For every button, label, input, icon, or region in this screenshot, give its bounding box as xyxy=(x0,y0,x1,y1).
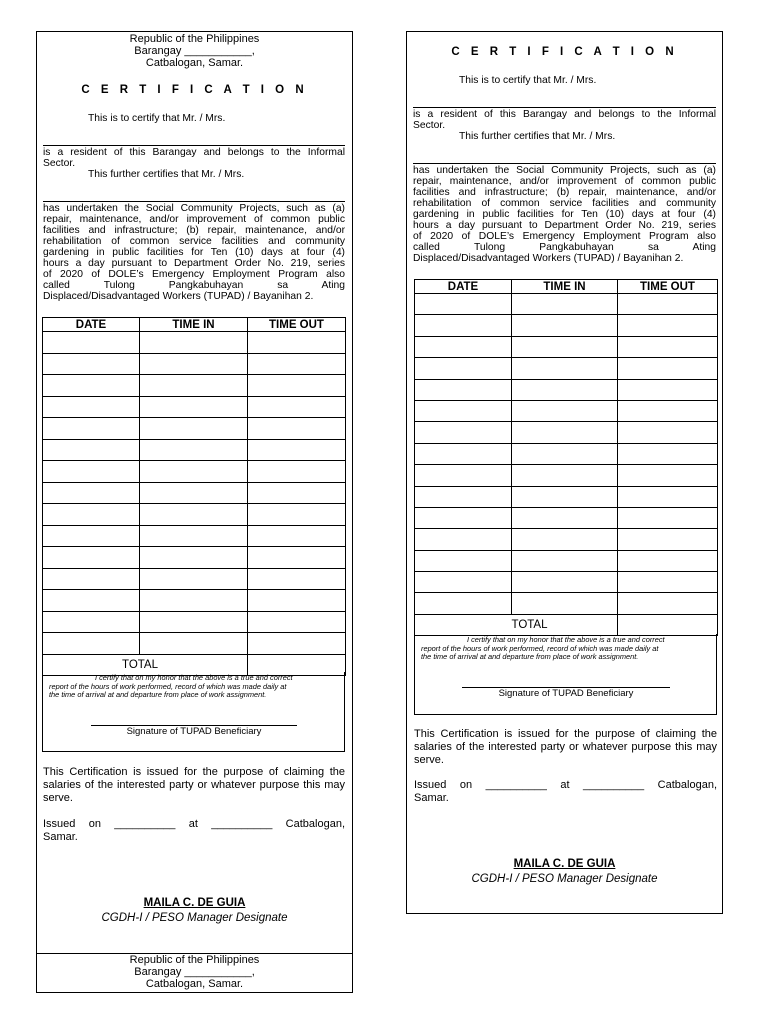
date-cell[interactable] xyxy=(43,633,140,655)
header-block-repeat xyxy=(37,954,352,990)
table-row xyxy=(415,443,718,464)
date-cell[interactable] xyxy=(43,418,140,440)
projects-line: hours a day pursuant to Department Order No. 219, series xyxy=(413,220,716,231)
honor-statement xyxy=(421,636,713,662)
time-in-cell[interactable] xyxy=(512,400,618,421)
time-out-cell[interactable] xyxy=(618,315,718,336)
projects-paragraph xyxy=(413,165,716,264)
date-cell[interactable] xyxy=(415,550,512,571)
honor-line: I certify that on my honor that the above is a true and correct xyxy=(95,673,293,682)
total-label: TOTAL xyxy=(512,614,618,635)
honor-box xyxy=(414,634,717,715)
purpose-paragraph: This Certification is issued for the purpose of claiming the salaries of the interested party or whatever purpose this may serve. xyxy=(43,766,345,804)
projects-line: of 2020 of DOLE’s Emergency Employment Program also xyxy=(43,269,345,280)
time-out-cell[interactable] xyxy=(248,396,346,418)
table-row xyxy=(43,396,346,418)
projects-line: gardening in public facilities for Ten (10) days at four (4) xyxy=(43,247,345,258)
time-in-cell[interactable] xyxy=(140,375,248,397)
time-in-cell[interactable] xyxy=(140,418,248,440)
time-in-cell[interactable] xyxy=(512,507,618,528)
table-row xyxy=(43,525,346,547)
time-out-cell[interactable] xyxy=(618,507,718,528)
time-in-cell[interactable] xyxy=(140,590,248,612)
time-out-cell[interactable] xyxy=(618,486,718,507)
resident-line: is a resident of this Barangay and belongs to the Informal xyxy=(43,147,345,158)
time-out-cell[interactable] xyxy=(618,465,718,486)
issued-line: Issued on __________ at __________ Catbalogan, xyxy=(414,779,717,791)
total-cell[interactable] xyxy=(618,614,718,635)
time-in-cell[interactable] xyxy=(140,504,248,526)
header-city: Catbalogan, Samar. xyxy=(145,57,244,69)
table-row xyxy=(415,572,718,593)
time-in-cell[interactable] xyxy=(512,315,618,336)
time-out-cell[interactable] xyxy=(248,525,346,547)
time-in-cell[interactable] xyxy=(512,572,618,593)
date-cell[interactable] xyxy=(43,353,140,375)
header-republic: Republic of the Philippines xyxy=(129,33,260,45)
table-row xyxy=(43,504,346,526)
table-row xyxy=(43,590,346,612)
time-in-cell[interactable] xyxy=(140,482,248,504)
table-row xyxy=(415,550,718,571)
official-position: CGDH-I / PESO Manager Designate xyxy=(471,873,658,885)
honor-line: the time of arrival at and departure from place of work assignment. xyxy=(49,690,267,700)
time-out-cell[interactable] xyxy=(618,422,718,443)
table-row xyxy=(43,547,346,569)
time-out-cell[interactable] xyxy=(248,547,346,569)
further-certifies-line: This further certifies that Mr. / Mrs. xyxy=(88,169,245,180)
header-barangay: Barangay ___________, xyxy=(134,966,255,978)
time-out-cell[interactable] xyxy=(248,590,346,612)
time-in-cell[interactable] xyxy=(512,294,618,315)
time-out-cell[interactable] xyxy=(248,482,346,504)
official-name: MAILA C. DE GUIA xyxy=(513,858,616,870)
certify-line: This is to certify that Mr. / Mrs. xyxy=(459,75,597,86)
date-cell[interactable] xyxy=(415,465,512,486)
table-row xyxy=(43,568,346,590)
time-in-cell[interactable] xyxy=(512,593,618,614)
certification-title: C E R T I F I C A T I O N xyxy=(451,46,678,58)
time-in-cell[interactable] xyxy=(512,336,618,357)
time-out-cell[interactable] xyxy=(618,400,718,421)
honor-box xyxy=(42,672,345,752)
total-label: TOTAL xyxy=(43,654,248,675)
projects-line: facilities and infrastructure; (b) repair, maintenance, and/or xyxy=(43,225,345,236)
table-row xyxy=(43,418,346,440)
date-cell[interactable] xyxy=(43,525,140,547)
further-certifies-line: This further certifies that Mr. / Mrs. xyxy=(459,131,616,142)
projects-line-last: Displaced/Disadvantaged Workers (TUPAD) / Bayanihan 2. xyxy=(43,291,314,302)
time-out-cell[interactable] xyxy=(618,529,718,550)
date-cell[interactable] xyxy=(43,375,140,397)
time-in-cell[interactable] xyxy=(140,568,248,590)
projects-paragraph xyxy=(43,203,345,302)
time-out-cell[interactable] xyxy=(618,572,718,593)
time-out-cell[interactable] xyxy=(248,568,346,590)
table-row xyxy=(43,482,346,504)
projects-line: has undertaken the Social Community Projects, such as (a) xyxy=(413,165,716,176)
date-cell[interactable] xyxy=(415,358,512,379)
time-in-cell[interactable] xyxy=(140,396,248,418)
date-cell[interactable] xyxy=(415,294,512,315)
header-republic: Republic of the Philippines xyxy=(129,954,260,966)
time-out-cell[interactable] xyxy=(248,353,346,375)
time-out-cell[interactable] xyxy=(248,633,346,655)
col-header-time-in: TIME IN xyxy=(140,318,248,332)
issued-line-end: Samar. xyxy=(43,831,78,843)
date-cell[interactable] xyxy=(415,572,512,593)
time-out-cell[interactable] xyxy=(248,611,346,633)
time-in-cell[interactable] xyxy=(140,332,248,354)
date-cell[interactable] xyxy=(43,439,140,461)
time-out-cell[interactable] xyxy=(248,418,346,440)
total-spacer xyxy=(415,614,512,635)
table-row xyxy=(415,400,718,421)
date-cell[interactable] xyxy=(415,529,512,550)
date-cell[interactable] xyxy=(415,486,512,507)
table-row xyxy=(415,294,718,315)
table-row xyxy=(415,315,718,336)
time-in-cell[interactable] xyxy=(140,611,248,633)
issued-line: Issued on __________ at __________ Catbalogan, xyxy=(43,818,345,830)
projects-line: has undertaken the Social Community Projects, such as (a) xyxy=(43,203,345,214)
time-out-cell[interactable] xyxy=(248,332,346,354)
time-in-cell[interactable] xyxy=(140,525,248,547)
date-cell[interactable] xyxy=(415,400,512,421)
header-barangay: Barangay ___________, xyxy=(134,45,255,57)
time-out-cell[interactable] xyxy=(618,550,718,571)
time-out-cell[interactable] xyxy=(618,593,718,614)
time-in-cell[interactable] xyxy=(140,633,248,655)
col-header-date: DATE xyxy=(43,318,140,332)
table-row xyxy=(415,486,718,507)
name-blank-line-2 xyxy=(43,201,345,202)
certify-line: This is to certify that Mr. / Mrs. xyxy=(88,113,226,124)
time-out-cell[interactable] xyxy=(618,294,718,315)
official-name: MAILA C. DE GUIA xyxy=(143,897,246,909)
date-cell[interactable] xyxy=(43,590,140,612)
date-cell[interactable] xyxy=(43,332,140,354)
name-blank-line xyxy=(43,145,345,146)
table-row xyxy=(43,439,346,461)
time-in-cell[interactable] xyxy=(140,461,248,483)
date-cell[interactable] xyxy=(415,507,512,528)
table-row xyxy=(43,633,346,655)
time-out-cell[interactable] xyxy=(618,379,718,400)
time-in-cell[interactable] xyxy=(512,465,618,486)
certification-title: C E R T I F I C A T I O N xyxy=(81,84,308,96)
header-city: Catbalogan, Samar. xyxy=(145,978,244,990)
table-row xyxy=(415,358,718,379)
table-row xyxy=(415,379,718,400)
time-out-cell[interactable] xyxy=(248,504,346,526)
projects-line: called Tulong Pangkabuhayan sa Ating xyxy=(43,280,345,291)
date-cell[interactable] xyxy=(43,611,140,633)
date-cell[interactable] xyxy=(43,547,140,569)
time-out-cell[interactable] xyxy=(618,358,718,379)
col-header-time-in: TIME IN xyxy=(512,280,618,294)
name-blank-line xyxy=(413,107,716,108)
signature-caption: Signature of TUPAD Beneficiary xyxy=(126,726,262,737)
projects-line: facilities and infrastructure; (b) repair, maintenance, and/or xyxy=(413,187,716,198)
projects-line: repair, maintenance, and/or improvement of common public xyxy=(43,214,345,225)
time-out-cell[interactable] xyxy=(248,439,346,461)
projects-line: called Tulong Pangkabuhayan sa Ating xyxy=(413,242,716,253)
honor-line: report of the hours of work performed, record of which was made daily at xyxy=(49,681,287,691)
time-in-cell[interactable] xyxy=(512,529,618,550)
issued-line-end: Samar. xyxy=(414,792,449,804)
projects-line-last: Displaced/Disadvantaged Workers (TUPAD) / Bayanihan 2. xyxy=(413,253,684,264)
time-in-cell[interactable] xyxy=(512,422,618,443)
date-cell[interactable] xyxy=(43,461,140,483)
name-blank-line-2 xyxy=(413,163,716,164)
time-in-cell[interactable] xyxy=(140,439,248,461)
projects-line: gardening in public facilities for Ten (10) days at four (4) xyxy=(413,209,716,220)
time-in-cell[interactable] xyxy=(512,443,618,464)
date-cell[interactable] xyxy=(43,396,140,418)
table-row xyxy=(415,336,718,357)
projects-line: repair, maintenance, and/or improvement of common public xyxy=(413,176,716,187)
date-cell[interactable] xyxy=(415,336,512,357)
certification-form-left xyxy=(36,31,353,993)
table-row xyxy=(43,461,346,483)
purpose-paragraph: This Certification is issued for the purpose of claiming the salaries of the interested party or whatever purpose this may serve. xyxy=(414,728,717,766)
date-cell[interactable] xyxy=(43,504,140,526)
table-row xyxy=(415,422,718,443)
date-cell[interactable] xyxy=(43,568,140,590)
table-row xyxy=(43,375,346,397)
certification-form-right xyxy=(406,31,723,914)
date-cell[interactable] xyxy=(415,379,512,400)
attendance-table xyxy=(42,317,346,676)
header-block xyxy=(37,33,352,69)
date-cell[interactable] xyxy=(43,482,140,504)
official-position: CGDH-I / PESO Manager Designate xyxy=(101,912,288,924)
honor-line: the time of arrival at and departure from place of work assignment. xyxy=(421,652,639,662)
honor-line: I certify that on my honor that the above is a true and correct xyxy=(467,635,665,644)
table-row xyxy=(415,507,718,528)
time-in-cell[interactable] xyxy=(512,550,618,571)
time-in-cell[interactable] xyxy=(512,358,618,379)
table-row xyxy=(43,332,346,354)
col-header-date: DATE xyxy=(415,280,512,294)
resident-line: is a resident of this Barangay and belongs to the Informal xyxy=(413,109,716,120)
honor-line: report of the hours of work performed, record of which was made daily at xyxy=(421,643,659,653)
date-cell[interactable] xyxy=(415,315,512,336)
col-header-time-out: TIME OUT xyxy=(618,280,718,294)
table-row xyxy=(43,353,346,375)
time-in-cell[interactable] xyxy=(512,486,618,507)
attendance-table xyxy=(414,279,718,636)
table-row xyxy=(43,611,346,633)
projects-line: hours a day pursuant to Department Order No. 219, series xyxy=(43,258,345,269)
time-in-cell[interactable] xyxy=(512,379,618,400)
projects-line: rehabilitation of common service facilities and community xyxy=(413,198,716,209)
date-cell[interactable] xyxy=(415,443,512,464)
col-header-time-out: TIME OUT xyxy=(248,318,346,332)
resident-line-end: Sector. xyxy=(43,158,76,169)
time-out-cell[interactable] xyxy=(618,336,718,357)
time-out-cell[interactable] xyxy=(248,461,346,483)
honor-statement xyxy=(49,674,341,700)
time-in-cell[interactable] xyxy=(140,547,248,569)
projects-line: of 2020 of DOLE’s Emergency Employment Program also xyxy=(413,231,716,242)
projects-line: rehabilitation of common service facilities and community xyxy=(43,236,345,247)
date-cell[interactable] xyxy=(415,422,512,443)
table-row xyxy=(415,593,718,614)
table-row xyxy=(415,465,718,486)
resident-line-end: Sector. xyxy=(413,120,446,131)
time-out-cell[interactable] xyxy=(248,375,346,397)
date-cell[interactable] xyxy=(415,593,512,614)
time-in-cell[interactable] xyxy=(140,353,248,375)
time-out-cell[interactable] xyxy=(618,443,718,464)
signature-caption: Signature of TUPAD Beneficiary xyxy=(498,688,634,699)
table-row xyxy=(415,529,718,550)
